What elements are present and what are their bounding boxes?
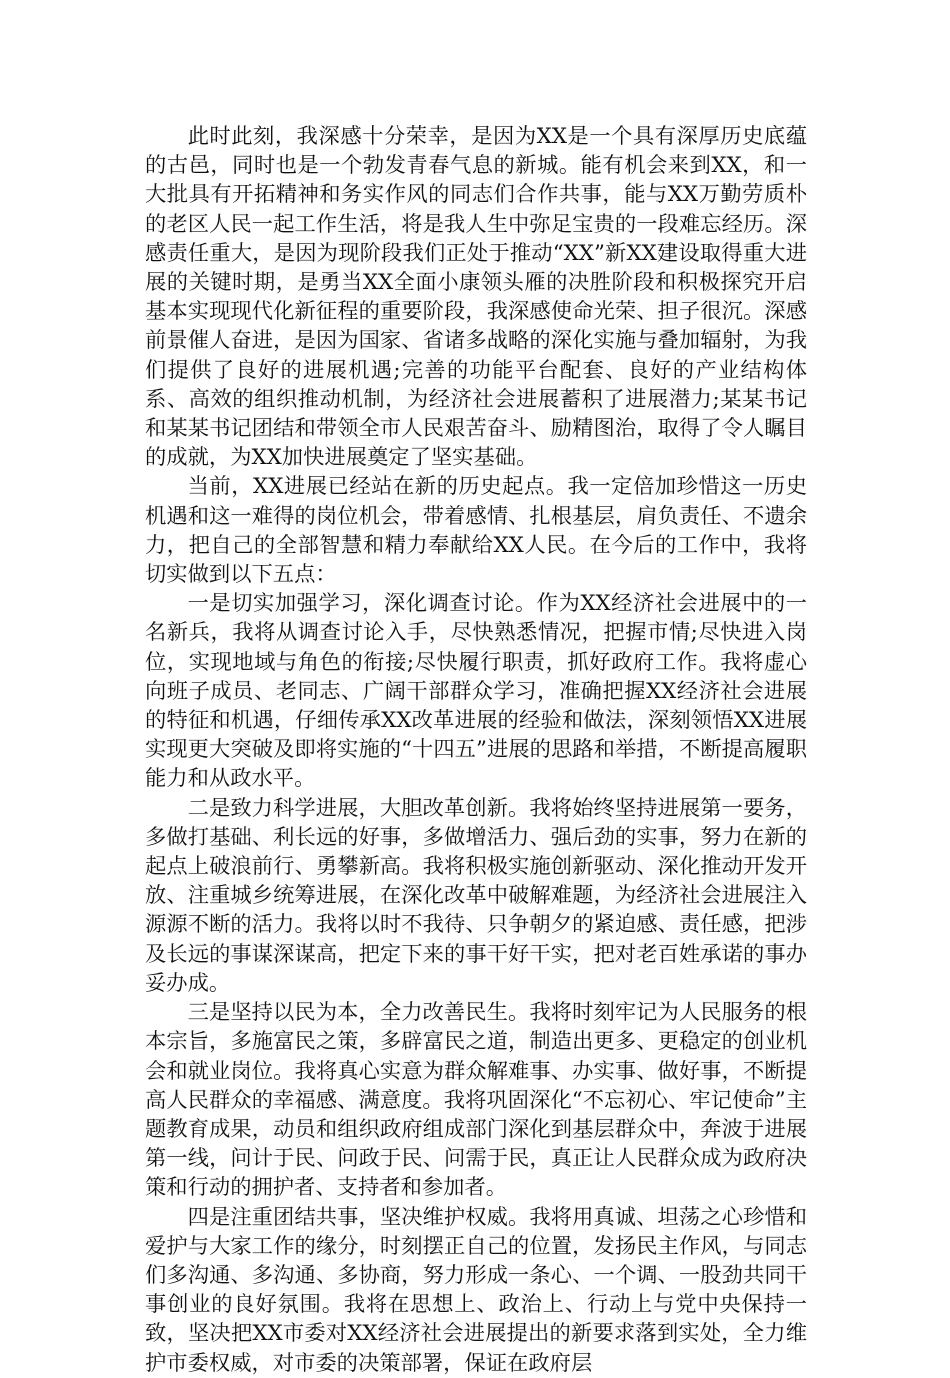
- paragraph-honor: 此时此刻，我深感十分荣幸，是因为XX是一个具有深厚历史底蕴的古邑，同时也是一个勃发青春气息的新城。能有机会来到XX，和一大批具有开拓精神和务实作风的同志们合作共事，能与XX万勤劳质朴的老区人民一起工作生活，将是我人生中弥足宝贵的一段难忘经历。深感责任重大，是因为现阶段我们正处于推动“XX”新XX建设取得重大进展的关键时期，是勇当XX全面小康领头雁的决胜阶段和积极探究开启基本实现现代化新征程的重要阶段，我深感使命光荣、担子很沉。深感前景催人奋进，是因为国家、省诸多战略的深化实施与叠加辐射，为我们提供了良好的进展机遇;完善的功能平台配套、良好的产业结构体系、高效的组织推动机制，为经济社会进展蓄积了进展潜力;某某书记和某某书记团结和带领全市人民艰苦奋斗、励精图治，取得了令人瞩目的成就，为XX加快进展奠定了坚实基础。: [145, 124, 807, 471]
- paragraph-point-development: 二是致力科学进展，大胆改革创新。我将始终坚持进展第一要务，多做打基础、利长远的好事，多做增活力、强后劲的实事，努力在新的起点上破浪前行、勇攀新高。我将积极实施创新驱动、深化推动开发开放、注重城乡统筹进展，在深化改革中破解难题，为经济社会进展注入源源不断的活力。我将以时不我待、只争朝夕的紧迫感、责任感，把涉及长远的事谋深谋高，把定下来的事干好干实，把对老百姓承诺的事办妥办成。: [145, 795, 807, 996]
- paragraph-new-starting-point: 当前，XX进展已经站在新的历史起点。我一定倍加珍惜这一历史机遇和这一难得的岗位机会，带着感情、扎根基层，肩负责任、不遗余力，把自己的全部智慧和精力奉献给XX人民。在今后的工作中，我将切实做到以下五点：: [145, 474, 807, 588]
- paragraph-point-unity: 四是注重团结共事，坚决维护权威。我将用真诚、坦荡之心珍惜和爱护与大家工作的缘分，时刻摆正自己的位置，发扬民主作风，与同志们多沟通、多沟通、多协商，努力形成一条心、一个调、一股劲共同干事创业的良好氛围。我将在思想上、政治上、行动上与党中央保持一致，坚决把XX市委对XX经济社会进展提出的新要求落到实处，全力维护市委权威，对市委的决策部署，保证在政府层: [145, 1204, 807, 1376]
- paragraph-point-livelihood: 三是坚持以民为本，全力改善民生。我将时刻牢记为人民服务的根本宗旨，多施富民之策，多辟富民之道，制造出更多、更稳定的创业机会和就业岗位。我将真心实意为群众解难事、办实事、做好事，不断提高人民群众的幸福感、满意度。我将巩固深化“不忘初心、牢记使命”主题教育成果，动员和组织政府组成部门深化到基层群众中，奔波于进展第一线，问计于民、问政于民、问需于民，真正让人民群众成为政府决策和行动的拥护者、支持者和参加者。: [145, 1000, 807, 1201]
- paragraph-point-study: 一是切实加强学习，深化调查讨论。作为XX经济社会进展中的一名新兵，我将从调查讨论入手，尽快熟悉情况，把握市情;尽快进入岗位，实现地域与角色的衔接;尽快履行职责，抓好政府工作。我将虚心向班子成员、老同志、广阔干部群众学习，准确把握XX经济社会进展的特征和机遇，仔细传承XX改革进展的经验和做法，深刻领悟XX进展实现更大突破及即将实施的“十四五”进展的思路和举措，不断提高履职能力和从政水平。: [145, 591, 807, 792]
- document-body: [145, 122, 807, 1378]
